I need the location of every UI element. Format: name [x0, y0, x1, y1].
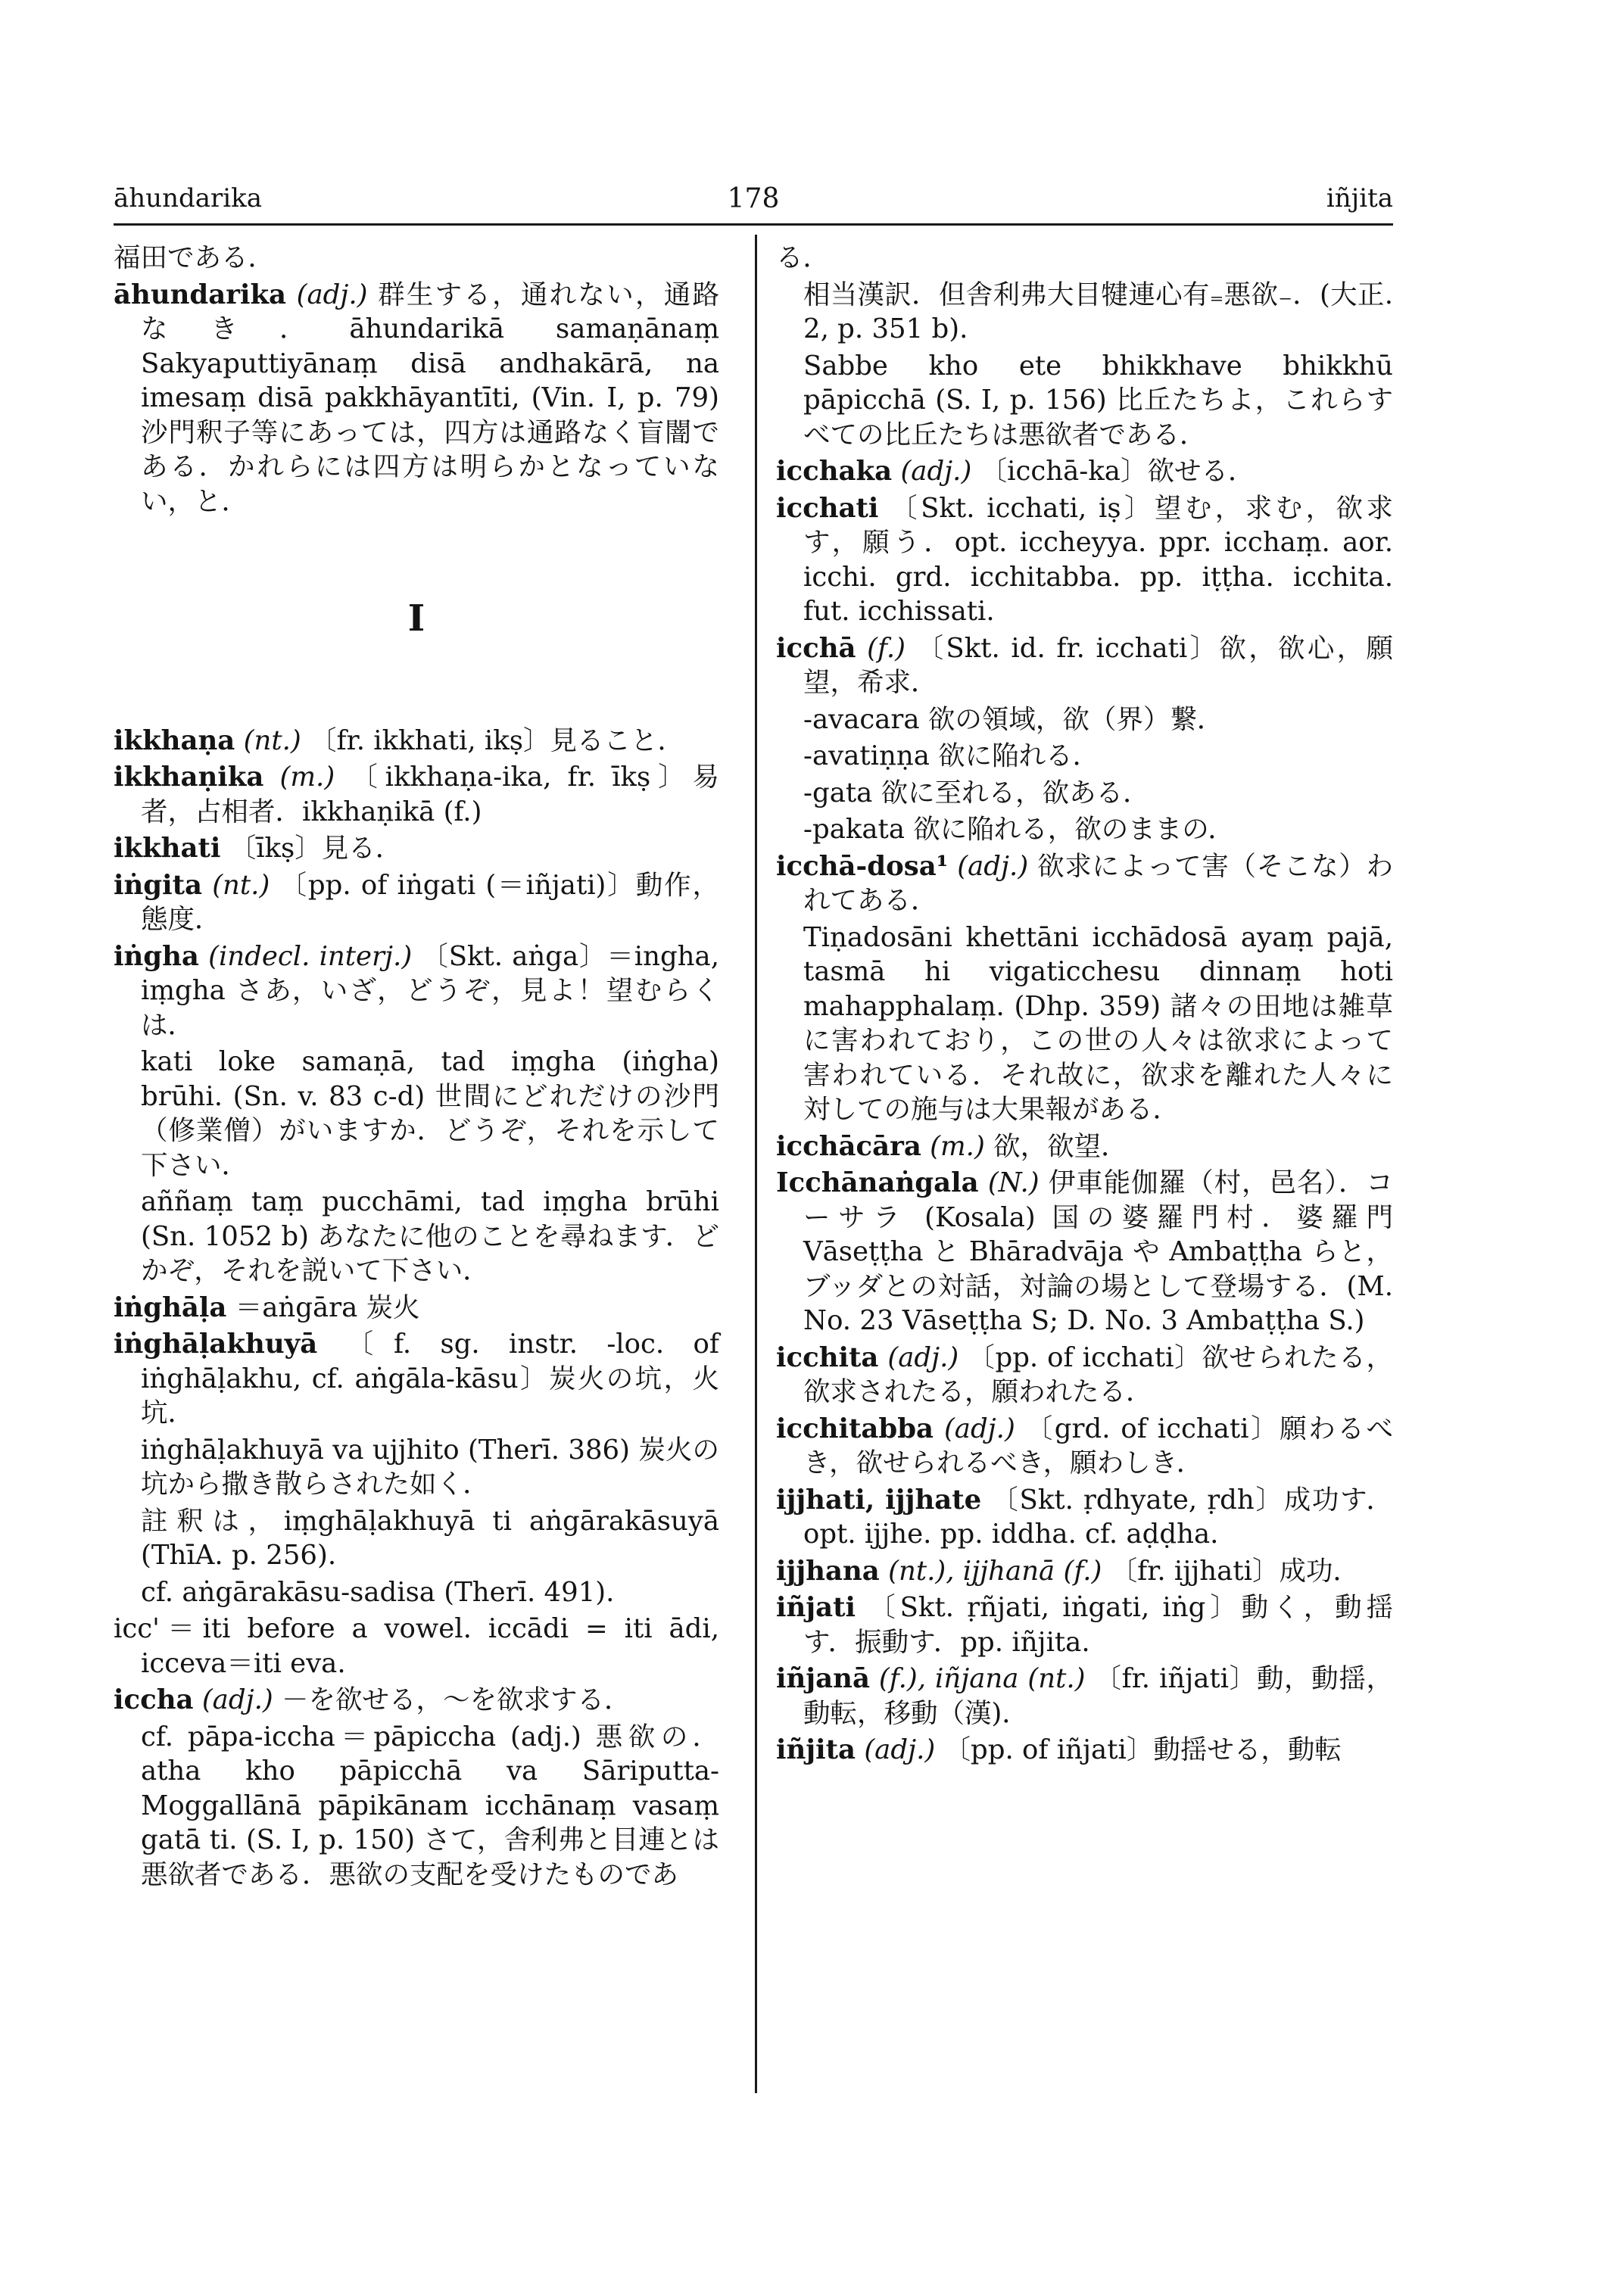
- entry-headword: āhundarika: [114, 279, 287, 310]
- dictionary-entry: [776, 1590, 1393, 1659]
- entry-definition: 〔ikkhaṇa-ika, fr. īkṣ〕易者，占相者．ikkhaṇikā (f.): [141, 762, 719, 827]
- entry-example: -pakata 欲に陥れる，欲のままの．: [803, 814, 1235, 845]
- entry-example: -gata 欲に至れる，欲ある．: [803, 777, 1150, 808]
- entry-grammar: (f.), iñjana (nt.): [878, 1663, 1086, 1694]
- entry-example: Tiṇadosāni khettāni icchādosā ayaṃ pajā, tasmā hi vigaticchesu dinnaṃ hoti mahapphalaṃ. (Dhp. 359) 諸々の田地は雑草に害われており，この世の人々は欲求によって害われている．それ故に，欲求を離れた人々に対しての施与は大果報がある．: [803, 921, 1393, 1125]
- running-header: [114, 183, 1393, 229]
- entry-definition: 〔pp. of icchati〕欲せられたる，欲求されたる，願われたる．: [803, 1341, 1393, 1407]
- dictionary-entry: [776, 631, 1393, 700]
- entry-definition: 〔īkṣ〕見る．: [229, 833, 403, 864]
- entry-definition: 〔f. sg. instr. -loc. of iṅghāḷakhu, cf. aṅgāla-kāsu〕炭火の坑，火坑．: [141, 1329, 719, 1428]
- left-column: [114, 241, 719, 1894]
- entry-definition: 〔fr. iñjati〕動，動揺，動転，移動（漢)．: [803, 1663, 1393, 1729]
- dictionary-entry: [114, 1683, 719, 1718]
- dictionary-entry: [114, 1327, 719, 1431]
- entry-definition: 〔Skt. aṅga〕＝ingha, iṃgha さあ，いざ，どうぞ，見よ！望むらくは．: [141, 940, 719, 1041]
- dictionary-entry: [114, 1612, 719, 1681]
- entry-example: cf. aṅgārakāsu-sadisa (Therī. 491).: [141, 1576, 615, 1608]
- entry-headword: icchaka: [776, 456, 893, 487]
- header-first-headword: āhundarika: [114, 183, 262, 213]
- dictionary-entry: [776, 1483, 1393, 1552]
- dictionary-entry: [114, 831, 719, 866]
- entry-grammar: (adj.): [887, 1341, 959, 1373]
- entry-definition: 〔fr. ikkhati, ikṣ〕見ること．: [310, 724, 684, 756]
- dictionary-entry: [114, 1291, 719, 1326]
- entry-example: cf. pāpa-iccha＝pāpiccha (adj.) 悪欲の．atha kho pāpicchā va Sāriputta-Moggallānā pāpikānam icchānaṃ vasaṃ gatā ti. (S. I, p. 150) さて，舎利弗と目連とは悪欲者である．悪欲の支配を受けたものであ: [141, 1721, 719, 1890]
- entry-headword: icchā-dosa¹: [776, 850, 949, 882]
- entry-definition: 〔Skt. id. fr. icchati〕欲，欲心，願望，希求．: [803, 632, 1393, 698]
- entry-definition: 〔grd. of icchati〕願わるべき，欲せられるべき，願わしき．: [803, 1413, 1393, 1478]
- entry-example: -avatiṇṇa 欲に陥れる．: [803, 740, 1100, 771]
- entry-definition: icc'＝iti before a vowel. iccādi = iti ādi, icceva＝iti eva.: [114, 1613, 719, 1679]
- entry-grammar: (N.): [987, 1167, 1040, 1198]
- entry-grammar: (f.): [867, 632, 906, 664]
- entry-headword: icchati: [776, 492, 879, 524]
- entry-definition: 〔icchā-ka〕欲せる．: [980, 456, 1255, 487]
- entry-example: -avacara 欲の領域，欲（界）繋．: [803, 703, 1224, 735]
- entry-grammar: (m.): [930, 1130, 985, 1162]
- entry-headword: iccha: [114, 1684, 194, 1715]
- entry-headword: iñjanā: [776, 1663, 870, 1694]
- entry-definition: －を欲せる，～を欲求する．: [282, 1684, 631, 1715]
- header-rule: [114, 223, 1393, 226]
- entry-grammar: (indecl. interj.): [208, 940, 413, 972]
- dictionary-entry: [776, 454, 1393, 489]
- entry-grammar: (adj.): [864, 1734, 936, 1765]
- entry-example: aññaṃ taṃ pucchāmi, tad iṃgha brūhi (Sn. 1052 b) あなたに他のことを尋ねます．どかぞ，それを説いて下さい．: [141, 1186, 719, 1286]
- dictionary-entry: [114, 278, 719, 519]
- header-last-headword: iñjita: [1326, 183, 1393, 213]
- dictionary-entry: [776, 849, 1393, 918]
- dictionary-entry: [114, 760, 719, 829]
- entry-grammar: (nt.), ijjhanā (f.): [888, 1555, 1102, 1587]
- dictionary-entry: [776, 1129, 1393, 1164]
- dictionary-entry: [776, 491, 1393, 629]
- entry-grammar: (adj.): [296, 279, 368, 310]
- entry-definition: 〔pp. of iñjati〕動揺せる，動転: [943, 1734, 1342, 1765]
- entry-definition: 欲，欲望．: [993, 1130, 1128, 1162]
- entry-grammar: (adj.): [957, 850, 1029, 882]
- entry-grammar: (nt.): [212, 869, 270, 901]
- entry-grammar: (adj.): [900, 456, 972, 487]
- entry-example: kati loke samaṇā, tad iṃgha (iṅgha) brūhi. (Sn. v. 83 c-d) 世間にどれだけの沙門（修業僧）がいますか．どうぞ，それを示して下さい．: [141, 1046, 719, 1181]
- entry-headword: ijjhana: [776, 1555, 880, 1587]
- entry-headword: iṅghāḷa: [114, 1291, 227, 1323]
- entry-headword: Icchānaṅgala: [776, 1167, 979, 1198]
- continued-text: 福田である．: [114, 242, 276, 273]
- entry-headword: icchita: [776, 1341, 879, 1373]
- entry-headword: ikkhaṇa: [114, 724, 235, 756]
- entry-definition: 群生する，通れない，通路なき．āhundarikā samaṇānaṃ Sakyaputtiyānaṃ disā andhakārā, na imesaṃ disā pakkhāyantīti, (Vin. I, p. 79) 沙門釈子等にあっては，四方は通路なく盲闇である．かれらには四方は明らかとなっていない，と．: [141, 279, 719, 517]
- entry-example: Sabbe kho ete bhikkhave bhikkhū pāpicchā (S. I, p. 156) 比丘たちよ，これらすべての比丘たちは悪欲者である．: [803, 350, 1393, 450]
- dictionary-entry: [776, 1662, 1393, 1731]
- continued-text: る．: [776, 242, 831, 273]
- entry-headword: iṅgita: [114, 869, 203, 901]
- dictionary-entry: [114, 939, 719, 1043]
- entry-headword: iṅghāḷakhuyā: [114, 1329, 318, 1360]
- entry-definition: 伊車能伽羅（村，邑名）．コーサラ (Kosala) 国の婆羅門村．婆羅門 Vāseṭṭha と Bhāradvāja や Ambaṭṭha らと，ブッダとの対話，対論の場として登場する．(M. No. 23 Vāseṭṭha S; D. No. 3 Ambaṭṭha S.): [803, 1167, 1393, 1336]
- entry-definition: 〔Skt. ṛdhyate, ṛdh〕成功す．opt. ijjhe. pp. iddha. cf. aḍḍha.: [803, 1484, 1393, 1550]
- entry-definition: 〔fr. ijjhati〕成功．: [1110, 1555, 1360, 1587]
- entry-grammar: (adj.): [201, 1684, 273, 1715]
- page-number: 178: [727, 183, 780, 214]
- entry-headword: iñjati: [776, 1592, 856, 1623]
- entry-grammar: (nt.): [243, 724, 301, 756]
- dictionary-entry: [776, 1412, 1393, 1481]
- entry-headword: icchācāra: [776, 1130, 921, 1162]
- entry-headword: icchā: [776, 632, 856, 664]
- entry-definition: 〔Skt. ṛñjati, iṅgati, iṅg〕動く，動揺す．振動す．pp. iñjita.: [803, 1592, 1393, 1658]
- entry-definition: ＝aṅgāra 炭火: [235, 1291, 420, 1323]
- entry-headword: icchitabba: [776, 1413, 934, 1444]
- dictionary-entry: [114, 724, 719, 759]
- entry-headword: ikkhaṇika: [114, 762, 264, 793]
- dictionary-entry: [114, 868, 719, 937]
- entry-headword: ijjhati, ijjhate: [776, 1484, 982, 1516]
- entry-headword: iṅgha: [114, 940, 199, 972]
- entry-definition: 〔Skt. icchati, iṣ〕望む，求む，欲求す，願う．opt. iccheyya. ppr. icchaṃ. aor. icchi. grd. icchitabba. pp. iṭṭha. icchita. fut. icchissati.: [803, 492, 1393, 627]
- right-column: [776, 241, 1393, 1770]
- entry-grammar: (m.): [279, 762, 335, 793]
- dictionary-entry: [776, 1166, 1393, 1338]
- entry-definition: 欲求によって害（そこな）われてある．: [803, 850, 1393, 916]
- entry-example: iṅghāḷakhuyā va ujjhito (Therī. 386) 炭火の坑から撒き散らされた如く．: [141, 1434, 719, 1500]
- entry-headword: ikkhati: [114, 833, 221, 864]
- column-divider: [755, 235, 757, 2093]
- entry-example: 相当漢訳．但舎利弗大目犍連心有₌悪欲₋．(大正. 2, p. 351 b).: [803, 279, 1393, 344]
- dictionary-entry: [776, 1341, 1393, 1410]
- entry-example: 註釈は，iṃghāḷakhuyā ti aṅgārakāsuyā (ThīA. p. 256).: [141, 1505, 719, 1571]
- entry-headword: iñjita: [776, 1734, 856, 1765]
- section-letter: I: [407, 597, 425, 640]
- dictionary-entry: [776, 1554, 1393, 1589]
- dictionary-entry: [776, 1733, 1393, 1768]
- entry-grammar: (adj.): [943, 1413, 1015, 1444]
- entry-definition: 〔pp. of iṅgati (＝iñjati)〕動作，態度．: [141, 869, 719, 935]
